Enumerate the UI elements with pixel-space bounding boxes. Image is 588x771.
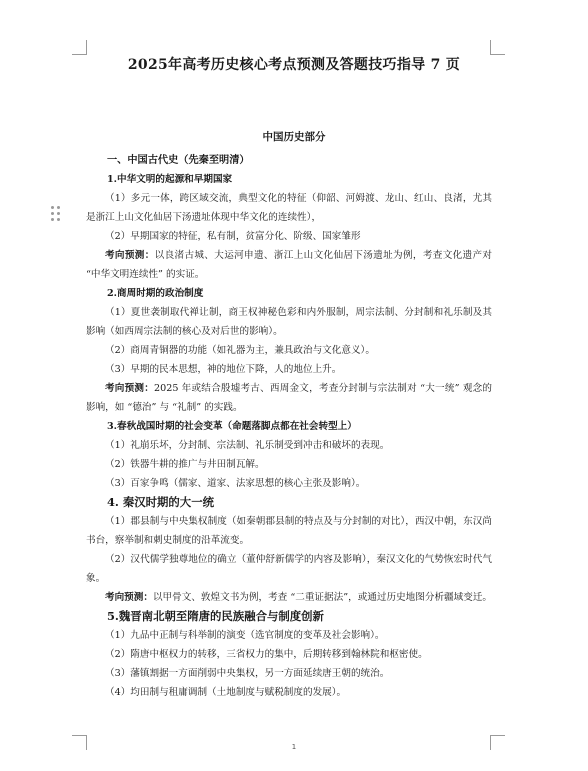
forecast-label: 考向预测： <box>105 383 155 394</box>
page-number: 1 <box>291 743 297 751</box>
paragraph: （4）均田制与租庸调制（土地制度与赋税制度的发展）。 <box>105 687 347 698</box>
forecast-paragraph <box>86 246 492 284</box>
heading-level-2: 5.魏晋南北朝至隋唐的民族融合与制度创新 <box>107 609 324 623</box>
forecast-label: 考向预测： <box>105 250 155 261</box>
paragraph: （3）藩镇割据一方面削弱中央集权，另一方面延续唐王朝的统治。 <box>105 668 390 679</box>
paragraph: （1）九品中正制与科举制的演变（选官制度的变革及社会影响）。 <box>105 630 385 641</box>
paragraph: （1）夏世袭制取代禅让制，商王权神秘色彩和内外服制，周宗法制、分封制和礼乐制及其影响（如西周宗法制的核心及对后世的影响）。 <box>86 307 492 337</box>
paragraph: （1）郡县制与中央集权制度（如秦朝郡县制的特点及与分封制的对比），西汉中朝，东汉尚书台，察举制和刺史制度的沿革流变。 <box>86 516 492 546</box>
paragraph: （2）铁器牛耕的推广与井田制瓦解。 <box>105 459 265 470</box>
paragraph: （1）多元一体，跨区域交流，典型文化的特征（仰韶、河姆渡、龙山、红山、良渚，尤其是浙江上山文化仙居下汤遗址体现中华文化的连续性）， <box>86 193 492 223</box>
paragraph: （2）商周青铜器的功能（如礼器为主，兼具政治与文化意义）。 <box>105 345 375 356</box>
paragraph: （3）百家争鸣（儒家、道家、法家思想的核心主张及影响）。 <box>105 478 366 489</box>
crop-mark-top-right <box>490 40 505 55</box>
section-title: 中国历史部分 <box>262 131 326 143</box>
document-title: 2025年高考历史核心考点预测及答题技巧指导 7 页 <box>127 57 461 73</box>
heading-level-1: 一、中国古代史（先秦至明清） <box>107 154 250 166</box>
forecast-paragraph <box>86 379 492 417</box>
document-body[interactable] <box>86 151 492 702</box>
forecast-text: 以甲骨文、敦煌文书为例，考查 “二重证据法”，或通过历史地图分析疆域变迁。 <box>152 592 493 603</box>
paragraph: （2）隋唐中枢权力的转移，三省权力的集中，后期转移到翰林院和枢密使。 <box>105 649 428 660</box>
drag-handle-icon[interactable] <box>51 206 61 222</box>
paragraph: （2）早期国家的特征，私有制，贫富分化、阶级、国家雏形 <box>105 231 361 242</box>
forecast-text: 2025 年或结合殷墟考古、西周金文，考查分封制与宗法制对 “大一统” 观念的影响，如 “德治” 与 “礼制” 的实践。 <box>86 383 493 413</box>
paragraph: （3）早期的民本思想，神的地位下降，人的地位上升。 <box>105 364 342 375</box>
paragraph: （1）礼崩乐坏，分封制、宗法制、礼乐制受到冲击和破坏的表现。 <box>105 440 390 451</box>
forecast-label: 考向预测： <box>105 592 153 603</box>
crop-mark-top-left <box>72 40 87 55</box>
heading-level-2: 4. 秦汉时期的大一统 <box>107 495 214 509</box>
heading-level-2: 3.春秋战国时期的社会变革（命题落脚点都在社会转型上） <box>107 421 357 432</box>
heading-level-2: 2.商周时期的政治制度 <box>107 288 204 299</box>
heading-level-2: 1.中华文明的起源和早期国家 <box>107 174 233 185</box>
forecast-text: 以良渚古城、大运河申遗、浙江上山文化仙居下汤遗址为例，考查文化遗产对 “中华文明连续性” 的实证。 <box>86 250 493 280</box>
paragraph: （2）汉代儒学独尊地位的确立（董仲舒新儒学的内容及影响），秦汉文化的气势恢宏时代气象。 <box>86 554 492 584</box>
forecast-paragraph <box>86 588 492 607</box>
